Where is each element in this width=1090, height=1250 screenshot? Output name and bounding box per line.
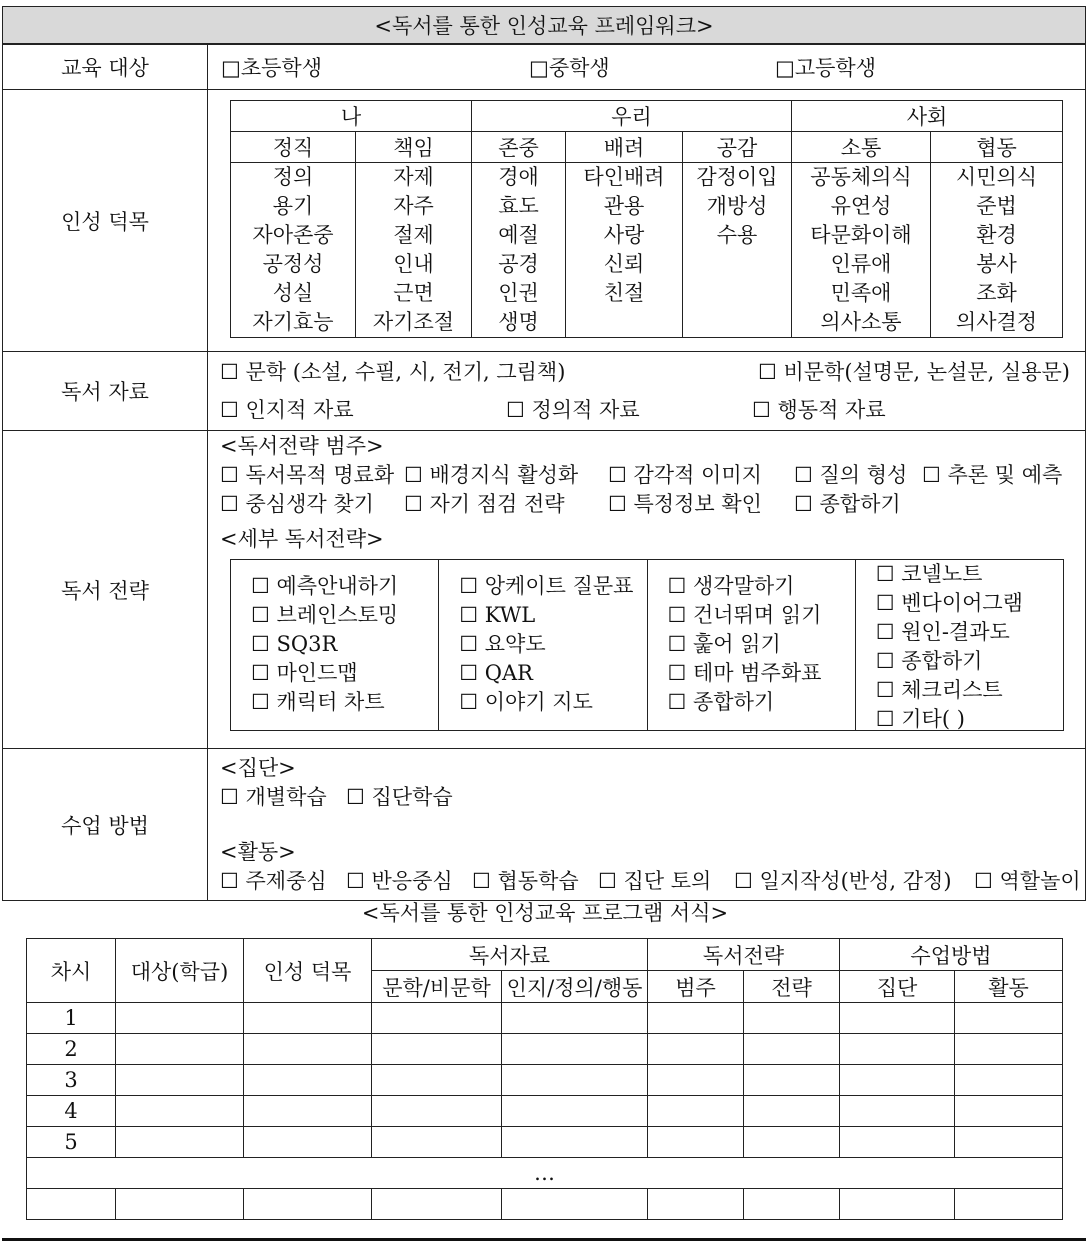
table-cell[interactable] <box>955 1065 1063 1096</box>
option-background[interactable]: ☐ 배경지식 활성화 <box>404 463 579 487</box>
subhead-communication: 소통 <box>792 132 931 163</box>
session-number: 4 <box>27 1096 116 1127</box>
table-cell[interactable] <box>502 1003 648 1034</box>
detail-item[interactable]: ☐ 체크리스트 <box>875 678 1003 702</box>
option-high[interactable]: □고등학생 <box>775 56 876 80</box>
subhead-consideration: 배려 <box>566 132 683 163</box>
subhead-cooperation: 협동 <box>931 132 1063 163</box>
subhead-empathy: 공감 <box>683 132 792 163</box>
virtue-item: 의사소통 <box>820 310 902 334</box>
framework-title <box>2 6 1086 44</box>
table-cell[interactable] <box>840 1127 955 1158</box>
virtue-cell <box>208 90 1086 352</box>
virtue-column <box>683 163 792 338</box>
virtue-item: 성실 <box>272 281 314 305</box>
virtue-item: 사랑 <box>603 223 645 247</box>
table-cell[interactable] <box>244 1189 372 1220</box>
table-cell[interactable] <box>840 1034 955 1065</box>
detail-item[interactable]: ☐ 이야기 지도 <box>459 690 593 714</box>
detail-item[interactable]: ☐ QAR <box>459 661 533 685</box>
option-inference[interactable]: ☐ 추론 및 예측 <box>922 463 1063 487</box>
table-cell[interactable] <box>372 1189 502 1220</box>
table-cell[interactable] <box>502 1065 648 1096</box>
strategy-cell <box>208 431 1086 749</box>
detail-strategy-grid <box>230 559 1064 731</box>
virtue-item: 공정성 <box>262 252 324 276</box>
detail-item[interactable]: ☐ 요약도 <box>459 632 546 656</box>
virtue-item: 봉사 <box>976 252 1017 276</box>
table-cell[interactable] <box>840 1189 955 1220</box>
option-specific-info[interactable]: ☐ 특정정보 확인 <box>608 492 762 516</box>
table-cell[interactable] <box>244 1127 372 1158</box>
detail-item[interactable]: ☐ 코넬노트 <box>875 562 983 586</box>
option-synthesis[interactable]: ☐ 종합하기 <box>794 492 901 516</box>
virtue-item: 효도 <box>498 194 539 218</box>
table-row <box>27 1189 1063 1220</box>
method-row <box>3 749 1086 901</box>
table-cell[interactable] <box>372 1096 502 1127</box>
virtue-item: 자아존중 <box>252 223 334 247</box>
header-group: 집단 <box>840 971 955 1003</box>
virtue-column <box>231 163 356 338</box>
detail-item[interactable]: ☐ 훑어 읽기 <box>667 632 781 656</box>
option-literature[interactable]: ☐ 문학 (소설, 수필, 시, 전기, 그림책) <box>220 360 566 384</box>
virtue-item: 친절 <box>603 281 645 305</box>
group-us: 우리 <box>472 101 792 132</box>
header-method: 수업방법 <box>840 939 1063 971</box>
virtue-item: 수용 <box>716 223 758 247</box>
table-cell[interactable] <box>648 1065 744 1096</box>
virtue-item: 자제 <box>393 165 434 189</box>
virtue-item: 인내 <box>393 252 434 276</box>
option-nonliterature[interactable]: ☐ 비문학(설명문, 논설문, 실용문) <box>757 360 1070 384</box>
table-cell[interactable] <box>955 1034 1063 1065</box>
virtue-item: 인류애 <box>830 252 892 276</box>
table-row <box>27 1003 1063 1034</box>
table-row <box>27 1034 1063 1065</box>
header-literature: 문학/비문학 <box>372 971 502 1003</box>
virtue-item: 자기조절 <box>372 310 455 334</box>
table-cell[interactable] <box>955 1096 1063 1127</box>
table-cell[interactable] <box>244 1003 372 1034</box>
virtue-item: 절제 <box>393 223 434 247</box>
table-cell[interactable] <box>744 1127 840 1158</box>
session-number: 3 <box>27 1065 116 1096</box>
category-title: <독서전략 범주> <box>220 434 384 458</box>
table-cell[interactable] <box>648 1003 744 1034</box>
virtue-item: 예절 <box>498 223 539 247</box>
virtue-item: 조화 <box>976 281 1017 305</box>
detail-item[interactable]: ☐ 원인-결과도 <box>875 620 1010 644</box>
virtue-item: 의사결정 <box>955 310 1038 334</box>
table-cell[interactable] <box>372 1034 502 1065</box>
virtue-column <box>356 163 472 338</box>
virtue-item: 공동체의식 <box>810 165 912 189</box>
virtue-item: 경애 <box>498 165 539 189</box>
detail-column <box>231 560 439 730</box>
detail-item[interactable]: ☐ 브레인스토밍 <box>251 603 399 627</box>
option-questioning[interactable]: ☐ 질의 형성 <box>794 463 908 487</box>
header-virtue: 인성 덕목 <box>244 939 372 1003</box>
virtue-item: 공경 <box>498 252 539 276</box>
virtue-item: 시민의식 <box>955 165 1038 189</box>
virtue-item: 생명 <box>498 310 539 334</box>
table-cell[interactable] <box>244 1034 372 1065</box>
ellipsis-row <box>27 1158 1063 1189</box>
virtue-column <box>792 163 931 338</box>
option-middle[interactable]: □중학생 <box>529 56 610 80</box>
virtue-item: 자기효능 <box>252 310 334 334</box>
session-number: 2 <box>27 1034 116 1065</box>
strategy-label: 독서 전략 <box>3 431 208 749</box>
detail-item[interactable]: ☐ 테마 범주화표 <box>667 661 822 685</box>
virtue-item: 타문화이해 <box>810 223 912 247</box>
option-imagery[interactable]: ☐ 감각적 이미지 <box>608 463 762 487</box>
header-activity: 활동 <box>955 971 1063 1003</box>
table-cell[interactable] <box>744 1189 840 1220</box>
option-journal[interactable]: ☐ 일지작성(반성, 감정) <box>734 869 952 893</box>
materials-cell <box>208 352 1086 431</box>
header-session: 차시 <box>27 939 116 1003</box>
virtue-item: 환경 <box>976 223 1017 247</box>
table-cell[interactable] <box>116 1065 244 1096</box>
group-self: 나 <box>231 101 472 132</box>
detail-item[interactable]: ☐ SQ3R <box>251 632 338 656</box>
table-cell[interactable] <box>955 1127 1063 1158</box>
table-cell[interactable] <box>648 1189 744 1220</box>
materials-row <box>3 352 1086 431</box>
virtue-item: 자주 <box>393 194 434 218</box>
target-options <box>208 45 1086 90</box>
option-theme[interactable]: ☐ 주제중심 <box>220 869 327 893</box>
table-cell[interactable] <box>648 1096 744 1127</box>
table-cell[interactable] <box>116 1096 244 1127</box>
virtue-item: 유연성 <box>830 194 892 218</box>
program-table <box>26 938 1063 1220</box>
table-cell[interactable] <box>955 1003 1063 1034</box>
group-title: <집단> <box>220 756 296 780</box>
virtue-row <box>3 90 1086 352</box>
table-cell[interactable] <box>116 1003 244 1034</box>
session-number: 5 <box>27 1127 116 1158</box>
table-cell[interactable] <box>502 1034 648 1065</box>
table-row <box>27 1127 1063 1158</box>
detail-item[interactable]: ☐ 예측안내하기 <box>251 574 399 598</box>
detail-item[interactable]: ☐ 건너뛰며 읽기 <box>667 603 822 627</box>
detail-item[interactable]: ☐ KWL <box>459 603 536 627</box>
target-row <box>3 45 1086 90</box>
table-cell[interactable] <box>744 1034 840 1065</box>
option-affective[interactable]: ☐ 정의적 자료 <box>506 398 640 422</box>
header-cog-aff-beh: 인지/정의/행동 <box>502 971 648 1003</box>
virtue-column <box>566 163 683 338</box>
virtue-item: 관용 <box>603 194 645 218</box>
table-row <box>27 1065 1063 1096</box>
ellipsis: … <box>27 1158 1063 1189</box>
detail-item[interactable]: ☐ 종합하기 <box>875 649 983 673</box>
virtue-column <box>931 163 1063 338</box>
table-cell[interactable] <box>244 1065 372 1096</box>
table-cell[interactable] <box>840 1003 955 1034</box>
group-society: 사회 <box>792 101 1063 132</box>
option-group[interactable]: ☐ 집단학습 <box>346 785 453 809</box>
subhead-responsibility: 책임 <box>356 132 472 163</box>
table-cell[interactable] <box>27 1189 116 1220</box>
table-cell[interactable] <box>744 1065 840 1096</box>
session-number: 1 <box>27 1003 116 1034</box>
detail-item[interactable]: ☐ 생각말하기 <box>667 574 795 598</box>
subhead-respect: 존중 <box>472 132 566 163</box>
activity-title: <활동> <box>220 840 296 864</box>
virtue-item: 용기 <box>272 194 314 218</box>
table-cell[interactable] <box>372 1127 502 1158</box>
table-cell[interactable] <box>116 1127 244 1158</box>
detail-item[interactable]: ☐ 마인드맵 <box>251 661 358 685</box>
option-purpose[interactable]: ☐ 독서목적 명료화 <box>220 463 395 487</box>
table-cell[interactable] <box>502 1127 648 1158</box>
header-target: 대상(학급) <box>116 939 244 1003</box>
table-cell[interactable] <box>502 1096 648 1127</box>
option-main-idea[interactable]: ☐ 중심생각 찾기 <box>220 492 374 516</box>
virtue-item: 근면 <box>393 281 434 305</box>
table-row <box>27 1096 1063 1127</box>
virtue-item: 개방성 <box>706 194 768 218</box>
table-cell[interactable] <box>372 1065 502 1096</box>
detail-item[interactable]: ☐ 종합하기 <box>667 690 775 714</box>
detail-column <box>439 560 647 730</box>
table-cell[interactable] <box>648 1034 744 1065</box>
option-cognitive[interactable]: ☐ 인지적 자료 <box>220 398 354 422</box>
virtue-table <box>230 100 1063 338</box>
virtue-column <box>472 163 566 338</box>
option-self-check[interactable]: ☐ 자기 점검 전략 <box>404 492 565 516</box>
virtue-item: 민족애 <box>830 281 892 305</box>
table-cell[interactable] <box>840 1065 955 1096</box>
option-discussion[interactable]: ☐ 집단 토의 <box>598 869 712 893</box>
bottom-rule <box>2 1238 1086 1241</box>
method-cell <box>208 749 1086 901</box>
header-strategy-sub: 전략 <box>744 971 840 1003</box>
subhead-honesty: 정직 <box>231 132 356 163</box>
method-label: 수업 방법 <box>3 749 208 901</box>
header-category: 범주 <box>648 971 744 1003</box>
virtue-item: 준법 <box>976 194 1017 218</box>
detail-item[interactable]: ☐ 캐릭터 차트 <box>251 690 385 714</box>
option-elementary[interactable]: □초등학생 <box>221 56 322 80</box>
option-roleplay[interactable]: ☐ 역할놀이 <box>974 869 1081 893</box>
option-behavioral[interactable]: ☐ 행동적 자료 <box>752 398 886 422</box>
table-cell[interactable] <box>244 1096 372 1127</box>
virtue-item: 정의 <box>272 165 314 189</box>
table-cell[interactable] <box>502 1189 648 1220</box>
program-title: <독서를 통한 인성교육 프로그램 서식> <box>361 901 729 925</box>
table-cell[interactable] <box>955 1189 1063 1220</box>
table-cell[interactable] <box>840 1096 955 1127</box>
detail-item[interactable]: ☐ 기타( ) <box>875 707 965 731</box>
table-cell[interactable] <box>744 1096 840 1127</box>
detail-column <box>856 560 1063 730</box>
option-response[interactable]: ☐ 반응중심 <box>346 869 453 893</box>
option-individual[interactable]: ☐ 개별학습 <box>220 785 327 809</box>
framework-title-text: <독서를 통한 인성교육 프레임워크> <box>374 14 714 38</box>
table-cell[interactable] <box>372 1003 502 1034</box>
table-cell[interactable] <box>116 1034 244 1065</box>
option-cooperative[interactable]: ☐ 협동학습 <box>472 869 579 893</box>
target-label: 교육 대상 <box>3 45 208 90</box>
table-cell[interactable] <box>744 1003 840 1034</box>
virtue-item: 감정이입 <box>696 165 778 189</box>
detail-item[interactable]: ☐ 앙케이트 질문표 <box>459 574 634 598</box>
header-strategy: 독서전략 <box>648 939 840 971</box>
materials-label: 독서 자료 <box>3 352 208 431</box>
table-cell[interactable] <box>116 1189 244 1220</box>
detail-item[interactable]: ☐ 벤다이어그램 <box>875 591 1023 615</box>
virtue-item: 인권 <box>498 281 539 305</box>
virtue-item: 타인배려 <box>583 165 665 189</box>
strategy-row <box>3 431 1086 749</box>
table-cell[interactable] <box>648 1127 744 1158</box>
virtue-label: 인성 덕목 <box>3 90 208 352</box>
detail-column <box>648 560 856 730</box>
detail-title: <세부 독서전략> <box>220 527 384 551</box>
framework-table <box>2 44 1086 901</box>
virtue-item: 신뢰 <box>603 252 645 276</box>
header-material: 독서자료 <box>372 939 648 971</box>
